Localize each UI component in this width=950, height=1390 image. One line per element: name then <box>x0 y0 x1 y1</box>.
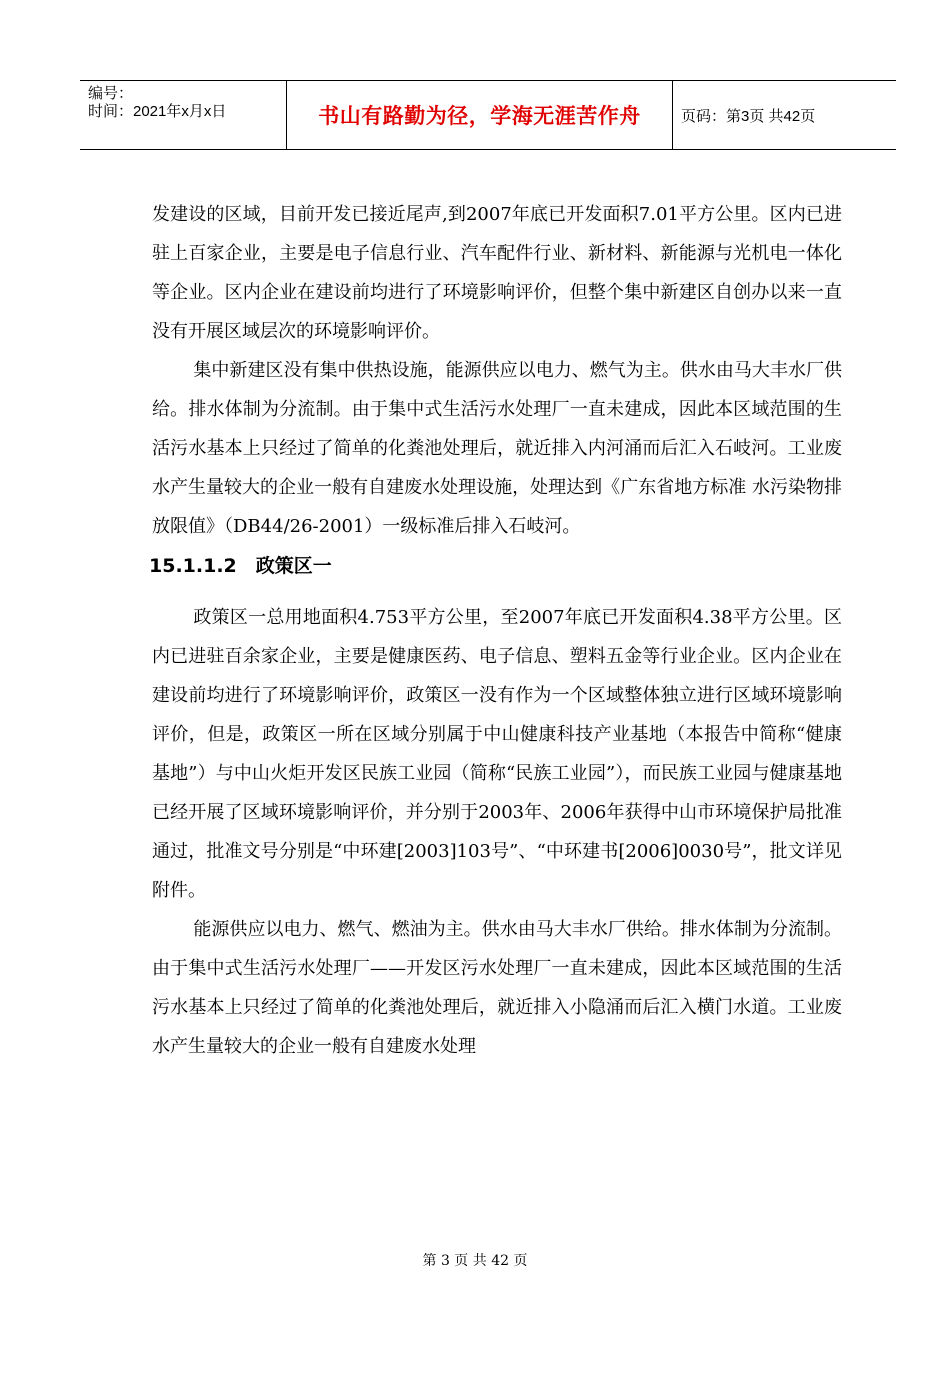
time-label: 时间：2021年x月x日 <box>88 103 227 120</box>
page-info-text: 页码：第3页 共42页 <box>681 107 816 125</box>
paragraph: 集中新建区没有集中供热设施，能源供应以电力、燃气为主。供水由马大丰水厂供给。排水体制为分流制。由于集中式生活污水处理厂一直未建成，因此本区域范围的生活污水基本上只经过了简单的化粪池处理后，就近排入内河涌而后汇入石岐河。工业废水产生量较大的企业一般有自建废水处理设施，处理达到《广东省地方标准 水污染物排放限值》（DB44/26-2001）一级标准后排入石岐河。 <box>152 360 842 537</box>
number-label: 编号： <box>88 85 134 102</box>
motto-text: 书山有路勤为径，学海无涯苦作舟 <box>318 104 641 128</box>
document-body <box>149 195 842 1066</box>
header-meta <box>80 81 287 149</box>
page-header <box>80 80 896 150</box>
paragraph: 政策区一总用地面积4.753平方公里，至2007年底已开发面积4.38平方公里。区内已进驻百余家企业，主要是健康医药、电子信息、塑料五金等行业企业。区内企业在建设前均进行了环境影响评价，政策区一没有作为一个区域整体独立进行区域环境影响评价，但是，政策区一所在区域分别属于中山健康科技产业基地（本报告中简称“健康基地”）与中山火炬开发区民族工业园（简称“民族工业园”），而民族工业园与健康基地已经开展了区域环境影响评价，并分别于2003年、2006年获得中山市环境保护局批准通过，批准文号分别是“中环建[2003]103号”、“中环建书[2006]0030号”，批文详见附件。 <box>152 607 842 901</box>
header-page-info <box>673 81 896 149</box>
page-footer <box>0 1250 950 1270</box>
paragraph: 发建设的区域，目前开发已接近尾声,到2007年底已开发面积7.01平方公里。区内已进驻上百家企业，主要是电子信息行业、汽车配件行业、新材料、新能源与光机电一体化等企业。区内企业在建设前均进行了环境影响评价，但整个集中新建区自创办以来一直没有开展区域层次的环境影响评价。 <box>152 204 842 342</box>
header-motto <box>287 81 673 149</box>
paragraph: 能源供应以电力、燃气、燃油为主。供水由马大丰水厂供给。排水体制为分流制。由于集中式生活污水处理厂——开发区污水处理厂一直未建成，因此本区域范围的生活污水基本上只经过了简单的化粪池处理后，就近排入小隐涌而后汇入横门水道。工业废水产生量较大的企业一般有自建废水处理 <box>152 919 842 1057</box>
section-heading: 15.1.1.2 政策区一 <box>149 555 332 577</box>
footer-page-number: 第 3 页 共 42 页 <box>422 1253 528 1269</box>
